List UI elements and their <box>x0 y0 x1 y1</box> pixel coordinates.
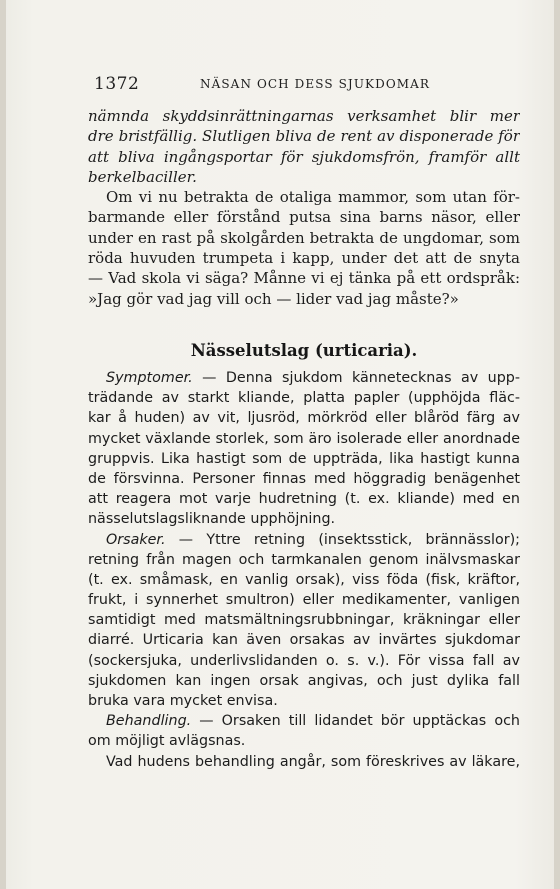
text-line: diarré. Urticaria kan även orsakas av invärtes sjukdomar <box>88 632 520 649</box>
page-header <box>94 74 524 100</box>
text-line: mycket växlande storlek, som äro isolerade eller anordnade <box>88 430 520 447</box>
text-line: att reagera mot varje hudretning (t. ex. kliande) med en <box>88 491 520 508</box>
section-body <box>88 368 520 772</box>
scan-edge-left <box>0 0 6 889</box>
text-line: (t. ex. småmask, en vanlig orsak), viss föda (fisk, kräftor, <box>88 571 520 588</box>
subheading-symptoms: Symptomer. <box>106 370 193 386</box>
text-line <box>88 711 520 731</box>
text-line: berkelbaciller. <box>88 167 197 186</box>
line-text: — Yttre retning (insektsstick, brännässlor); <box>165 531 520 548</box>
text-line: sjukdomen kan ingen orsak angivas, och just dylika fall <box>88 672 520 689</box>
text-line: att bliva ingångsportar för sjukdomsfrön, framför allt <box>88 147 520 166</box>
text-line: barmande eller förstånd putsa sina barns näsor, eller <box>88 208 520 227</box>
second-paragraph <box>88 187 520 309</box>
text-line: gruppvis. Lika hastigt som de uppträda, lika hastigt kunna <box>88 450 520 467</box>
text-line: de försvinna. Personer finnas med höggradig benägenhet <box>88 470 520 487</box>
text-line: dre bristfällig. Slutligen bliva de rent av disponerade för <box>88 127 520 146</box>
text-line: trädande av starkt kliande, platta papler (upphöjda fläc- <box>88 390 520 407</box>
text-line: Vad hudens behandling angår, som föreskrives av läkare, <box>106 753 520 770</box>
subheading-causes: Orsaker. <box>106 531 166 548</box>
text-line: Om vi nu betrakta de otaliga mammor, som utan för- <box>106 188 520 207</box>
running-title: NÄSAN OCH DESS SJUKDOMAR <box>200 77 431 91</box>
text-line: nässelutslagsliknande upphöjning. <box>88 511 336 528</box>
text-line <box>88 368 520 388</box>
text-line: frukt, i synnerhet smultron) eller medikamenter, vanligen <box>88 592 520 609</box>
text-line: röda huvuden trumpeta i kapp, under det att de snyta <box>88 249 520 268</box>
text-line: under en rast på skolgården betrakta de ungdomar, som <box>88 228 520 247</box>
text-line: samtidigt med matsmältningsrubbningar, kräkningar eller <box>88 612 520 629</box>
text-line: om möjligt avlägsnas. <box>88 733 246 750</box>
text-line: nämnda skyddsinrättningarnas verksamhet blir mer <box>88 107 520 125</box>
text-line <box>88 530 520 550</box>
text-line: »Jag gör vad jag vill och — lider vad jag måste?» <box>88 289 459 308</box>
text-line: bruka vara mycket envisa. <box>88 693 278 709</box>
section-heading: Nässelutslag (urticaria). <box>190 341 418 360</box>
subheading-treatment: Behandling. <box>106 713 192 730</box>
text-line: (sockersjuka, underlivslidanden o. s. v.). För vissa fall av <box>88 652 520 669</box>
text-line: — Vad skola vi säga? Månne vi ej tänka på ett ordspråk: <box>88 269 520 288</box>
scan-edge-right <box>554 0 560 889</box>
page-number: 1372 <box>94 74 140 94</box>
text-line: retning från magen och tarmkanalen genom inälvsmaskar <box>88 551 520 568</box>
line-text: — Denna sjukdom kännetecknas av upp- <box>192 370 520 386</box>
line-text: — Orsaken till lidandet bör upptäckas och <box>191 713 520 730</box>
intro-paragraph <box>88 106 520 187</box>
text-line: kar å huden) av vit, ljusröd, mörkröd eller blåröd färg av <box>88 410 520 427</box>
intro-text-block <box>88 106 520 309</box>
